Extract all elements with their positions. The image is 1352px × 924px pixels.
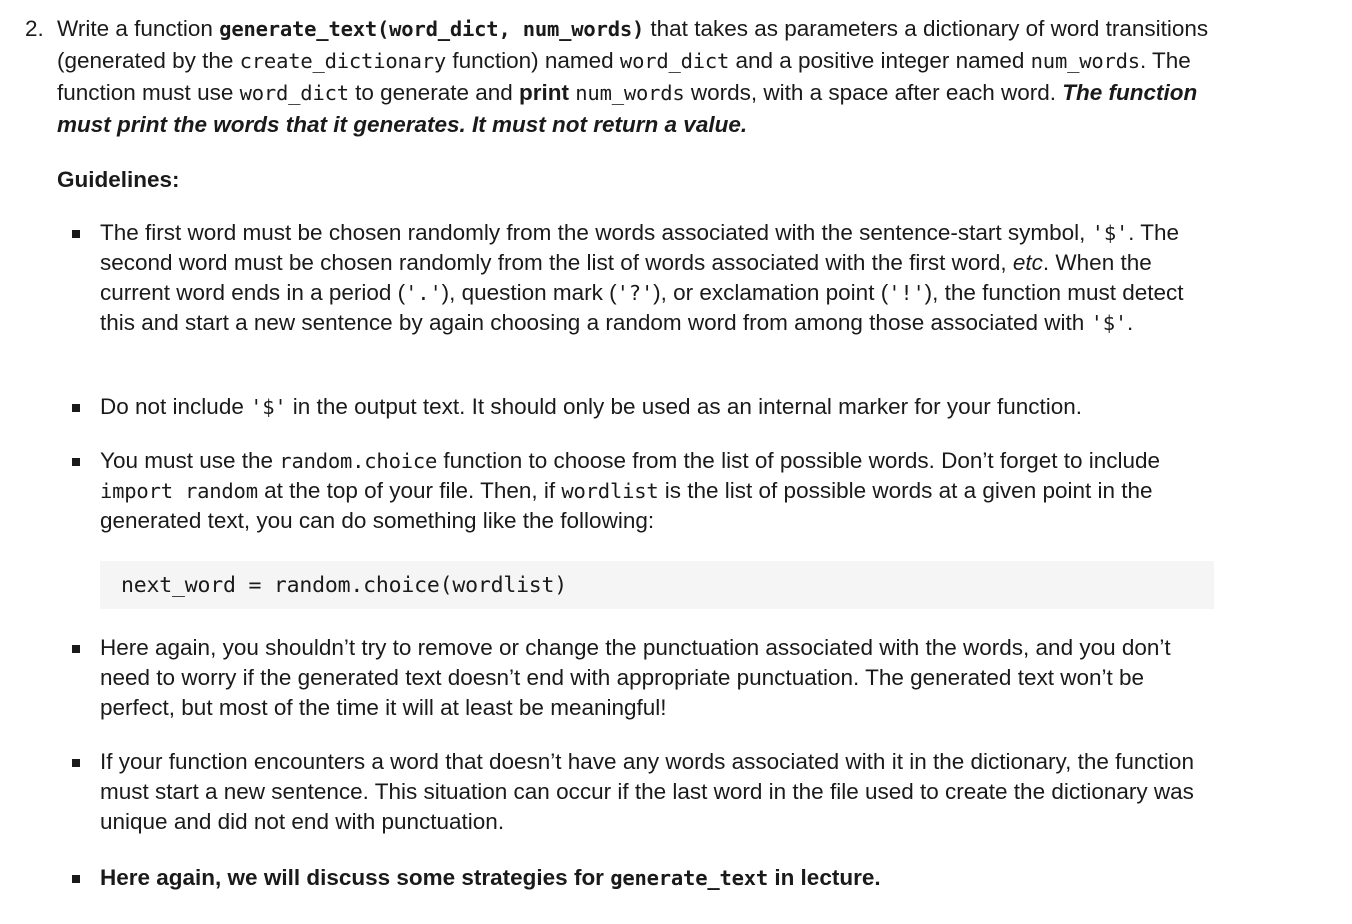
text: function to choose from the list of possible words. Don’t forget to include xyxy=(437,448,1161,473)
text: . The second word must be chosen randomly from the list of words associated with the first word, xyxy=(100,220,1179,275)
guideline-item-first-word xyxy=(100,218,1210,338)
text: . When the current word ends in a period ( xyxy=(100,250,1152,305)
bullet-icon xyxy=(72,230,80,238)
function-signature: generate_text(word_dict, num_words) xyxy=(219,17,645,41)
text: at the top of your file. Then, if xyxy=(257,478,562,503)
text: You must use the xyxy=(100,448,280,473)
task-item xyxy=(25,13,1225,140)
text: in the output text. It should only be used as an internal marker for your function. xyxy=(286,394,1083,419)
guideline-item-random-choice xyxy=(100,446,1210,536)
text: is the list of possible words at a given point in the generated text, you can do something like the following: xyxy=(100,478,1153,533)
guidelines-heading: Guidelines: xyxy=(57,167,180,192)
text: words, with a space after each word. xyxy=(684,80,1063,105)
code-question: '?' xyxy=(616,281,654,305)
code-example: next_word = random.choice(wordlist) xyxy=(121,573,568,598)
emphasis-text: The function must print the words that it generates. It must not return a value. xyxy=(57,80,1198,137)
bullet-icon xyxy=(72,875,80,883)
code-dollar: '$' xyxy=(250,395,287,419)
code-create-dictionary: create_dictionary xyxy=(239,49,447,73)
code-generate-text: generate_text xyxy=(610,866,769,890)
text: If your function encounters a word that doesn’t have any words associated with it in the dictionary, the function must start a new sentence. This situation can occur if the last word in the file used to create the dictionary was unique and did not end with punctuation. xyxy=(100,749,1194,834)
bullet-icon xyxy=(72,645,80,653)
italic-etc: etc xyxy=(1012,250,1043,275)
task-description xyxy=(57,13,1225,140)
code-exclamation: '!' xyxy=(888,281,925,305)
guideline-item-punctuation xyxy=(100,633,1210,723)
bullet-icon xyxy=(72,759,80,767)
code-import-random: import random xyxy=(100,479,258,503)
text: Do not include xyxy=(100,394,251,419)
text: Here again, you shouldn’t try to remove or change the punctuation associated with the words, and you don’t need to worry if the generated text doesn’t end with appropriate punctuation. The generated text won’t be perfect, but most of the time it will at least be meaningful! xyxy=(100,635,1171,720)
code-wordlist: wordlist xyxy=(561,479,659,503)
code-word-dict: word_dict xyxy=(619,49,730,73)
text: ), the function must detect this and start a new sentence by again choosing a random word from among those associated with xyxy=(100,280,1184,335)
text: ), question mark ( xyxy=(441,280,617,305)
text: in lecture. xyxy=(768,865,881,890)
task-number: 2. xyxy=(25,16,44,41)
text: to generate and xyxy=(348,80,520,105)
text: that takes as parameters a dictionary of word transitions (generated by the xyxy=(57,16,1209,73)
code-num-words: num_words xyxy=(1030,49,1140,73)
code-dollar: '$' xyxy=(1090,311,1127,335)
code-num-words: num_words xyxy=(575,81,685,105)
guideline-item-no-associations xyxy=(100,747,1210,837)
code-period: '.' xyxy=(405,281,442,305)
code-example-block xyxy=(100,561,1214,609)
bold-print: print xyxy=(519,80,570,105)
guideline-item-no-dollar xyxy=(100,392,1210,422)
text: Here again, we will discuss some strategies for xyxy=(100,865,611,890)
code-random-choice: random.choice xyxy=(279,449,438,473)
bullet-icon xyxy=(72,458,80,466)
text: ), or exclamation point ( xyxy=(653,280,889,305)
text: and a positive integer named xyxy=(729,48,1031,73)
code-word-dict: word_dict xyxy=(239,81,349,105)
guideline-item-lecture xyxy=(100,863,1210,893)
text: . xyxy=(1127,310,1134,335)
text: . The function must use xyxy=(57,48,1191,105)
code-dollar: '$' xyxy=(1091,221,1129,245)
text: function) named xyxy=(446,48,620,73)
bullet-icon xyxy=(72,404,80,412)
text: The first word must be chosen randomly from the words associated with the sentence-start symbol, xyxy=(100,220,1092,245)
text: Write a function xyxy=(57,16,220,41)
